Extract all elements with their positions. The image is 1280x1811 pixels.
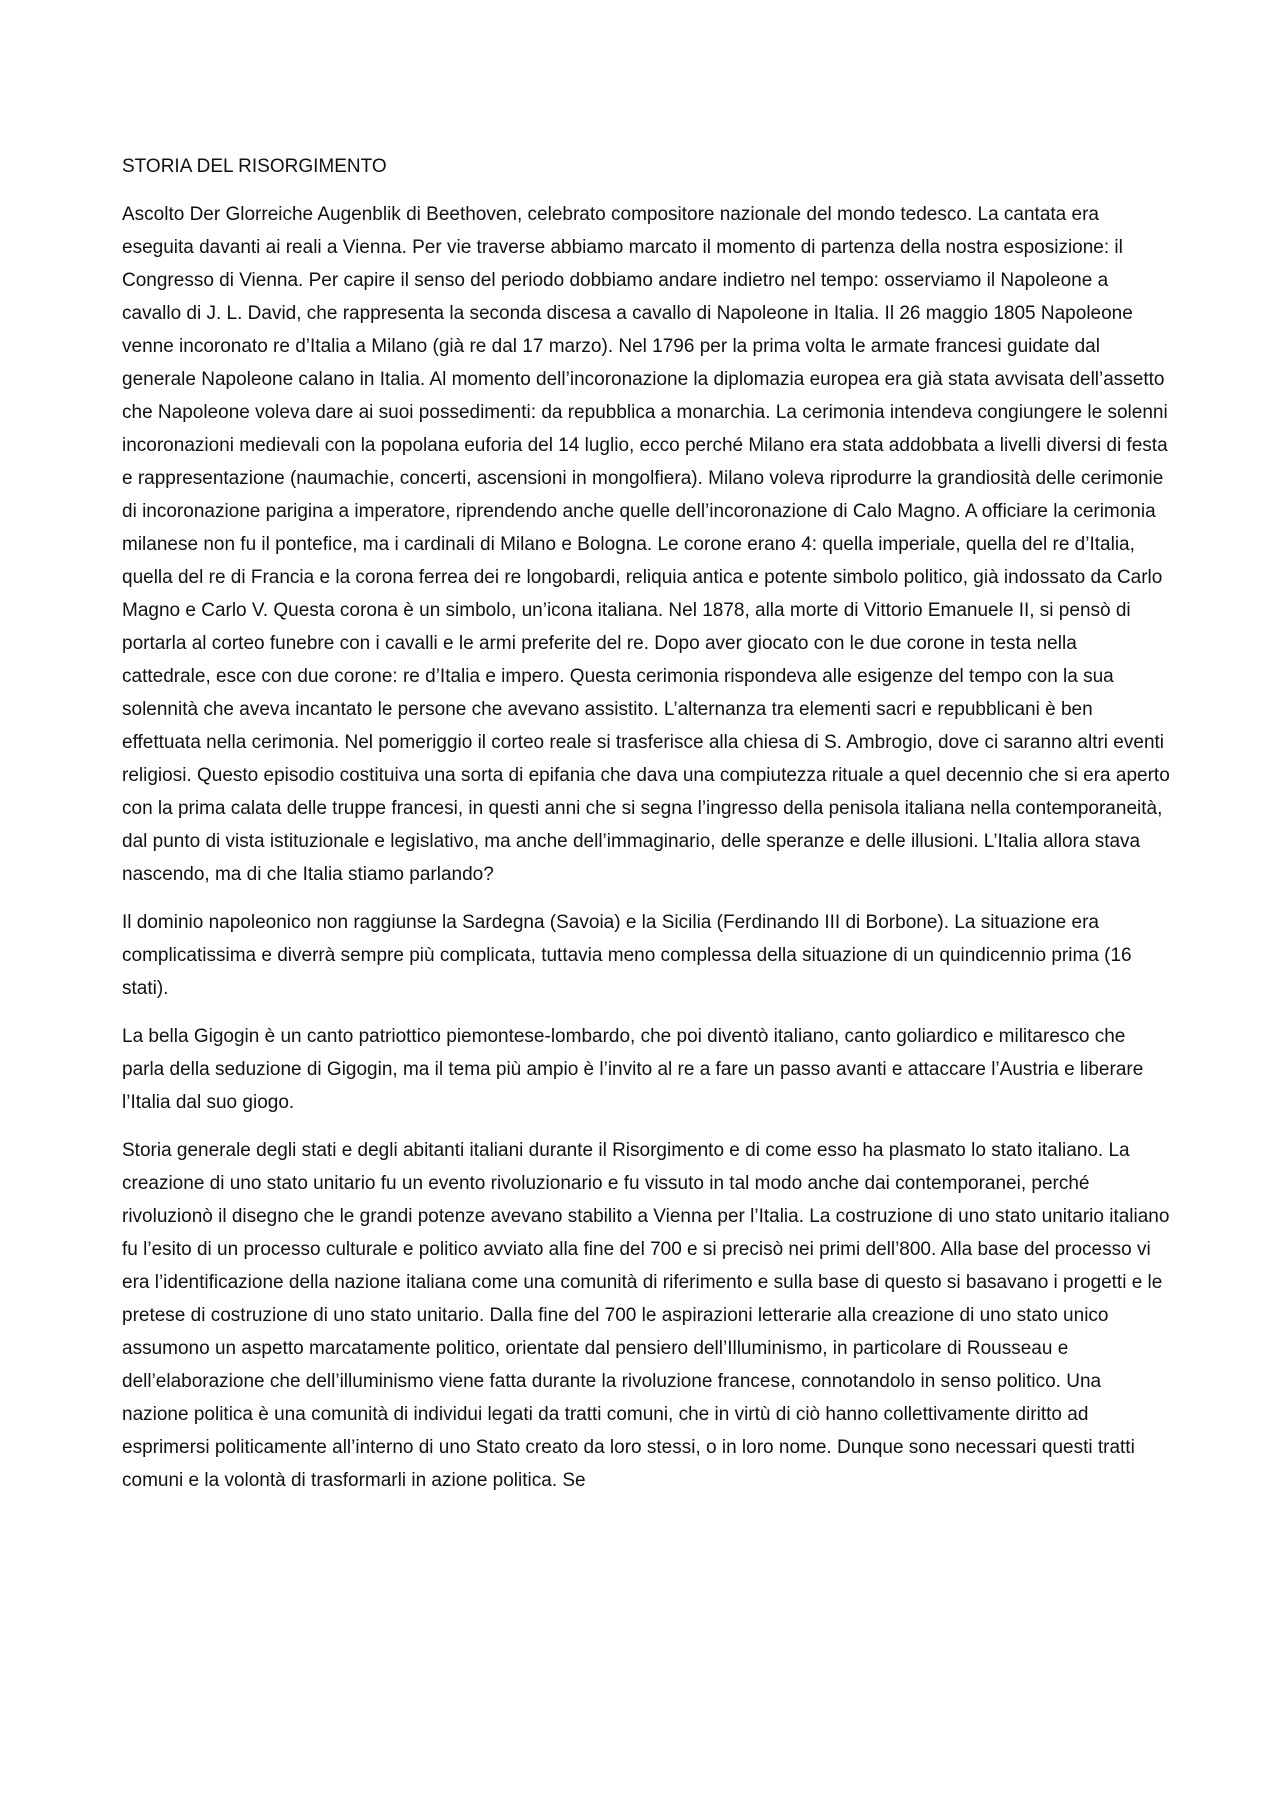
paragraph-napoleon-coronation: Ascolto Der Glorreiche Augenblik di Beethoven, celebrato compositore nazionale del mondo tedesco. La cantata era eseguita davanti ai reali a Vienna. Per vie traverse abbiamo marcato il momento di partenza della nostra esposizione: il Congresso di Vienna. Per capire il senso del periodo dobbiamo andare indietro nel tempo: osserviamo il Napoleone a cavallo di J. L. David, che rappresenta la seconda discesa a cavallo di Napoleone in Italia. Il 26 maggio 1805 Napoleone venne incoronato re d’Italia a Milano (già re dal 17 marzo). Nel 1796 per la prima volta le armate francesi guidate dal generale Napoleone calano in Italia. Al momento dell’incoronazione la diplomazia europea era già stata avvisata dell’assetto che Napoleone voleva dare ai suoi possedimenti: da repubblica a monarchia. La cerimonia intendeva congiungere le solenni incoronazioni medievali con la popolana euforia del 14 luglio, ecco perché Milano era stata addobbata a livelli diversi di festa e rappresentazione (naumachie, concerti, ascensioni in mongolfiera). Milano voleva riprodurre la grandiosità delle cerimonie di incoronazione parigina a imperatore, riprendendo anche quelle dell’incoronazione di Calo Magno. A officiare la cerimonia milanese non fu il pontefice, ma i cardinali di Milano e Bologna. Le corone erano 4: quella imperiale, quella del re d’Italia, quella del re di Francia e la corona ferrea dei re longobardi, reliquia antica e potente simbolo politico, già indossato da Carlo Magno e Carlo V. Questa corona è un simbolo, un’icona italiana. Nel 1878, alla morte di Vittorio Emanuele II, si pensò di portarla al corteo funebre con i cavalli e le armi preferite del re. Dopo aver giocato con le due corone in testa nella cattedrale, esce con due corone: re d’Italia e impero. Questa cerimonia rispondeva alle esigenze del tempo con la sua solennità che aveva incantato le persone che avevano assistito. L’alternanza tra elementi sacri e repubblicani è ben effettuata nella cerimonia. Nel pomeriggio il corteo reale si trasferisce alla chiesa di S. Ambrogio, dove ci saranno altri eventi religiosi. Questo episodio costituiva una sorta di epifania che dava una compiutezza rituale a quel decennio che si era aperto con la prima calata delle truppe francesi, in questi anni che si segna l’ingresso della penisola italiana nella contemporaneità, dal punto di vista istituzionale e legislativo, ma anche dell’immaginario, delle speranze e delle illusioni. L’Italia allora stava nascendo, ma di che Italia stiamo parlando? (122, 204, 1170, 885)
document-page (122, 150, 1170, 1512)
paragraph-bella-gigogin: La bella Gigogin è un canto patriottico piemontese-lombardo, che poi diventò italiano, canto goliardico e militaresco che parla della seduzione di Gigogin, ma il tema più ampio è l’invito al re a fare un passo avanti e attaccare l’Austria e liberare l’Italia dal suo giogo. (122, 1026, 1144, 1113)
paragraph-general-history: Storia generale degli stati e degli abitanti italiani durante il Risorgimento e di come esso ha plasmato lo stato italiano. La creazione di uno stato unitario fu un evento rivoluzionario e fu vissuto in tal modo anche dai contemporanei, perché rivoluzionò il disegno che le grandi potenze avevano stabilito a Vienna per l’Italia. La costruzione di uno stato unitario italiano fu l’esito di un processo culturale e politico avviato alla fine del 700 e si precisò nei primi dell’800. Alla base del processo vi era l’identificazione della nazione italiana come una comunità di riferimento e sulla base di questo si basavano i progetti e le pretese di costruzione di uno stato unitario. Dalla fine del 700 le aspirazioni letterarie alla creazione di uno stato unico assumono un aspetto marcatamente politico, orientate dal pensiero dell’Illuminismo, in particolare di Rousseau e dell’elaborazione che dell’illuminismo viene fatta durante la rivoluzione francese, connotandolo in senso politico. Una nazione politica è una comunità di individui legati da tratti comuni, che in virtù di ciò hanno collettivamente diritto ad esprimersi politicamente all’interno di uno Stato creato da loro stessi, o in loro nome. Dunque sono necessari questi tratti comuni e la volontà di trasformarli in azione politica. Se (122, 1140, 1170, 1491)
document-title: STORIA DEL RISORGIMENTO (122, 156, 387, 177)
paragraph-napoleonic-domain: Il dominio napoleonico non raggiunse la Sardegna (Savoia) e la Sicilia (Ferdinando III di Borbone). La situazione era complicatissima e diverrà sempre più complicata, tuttavia meno complessa della situazione di un quindicennio prima (16 stati). (122, 912, 1132, 999)
